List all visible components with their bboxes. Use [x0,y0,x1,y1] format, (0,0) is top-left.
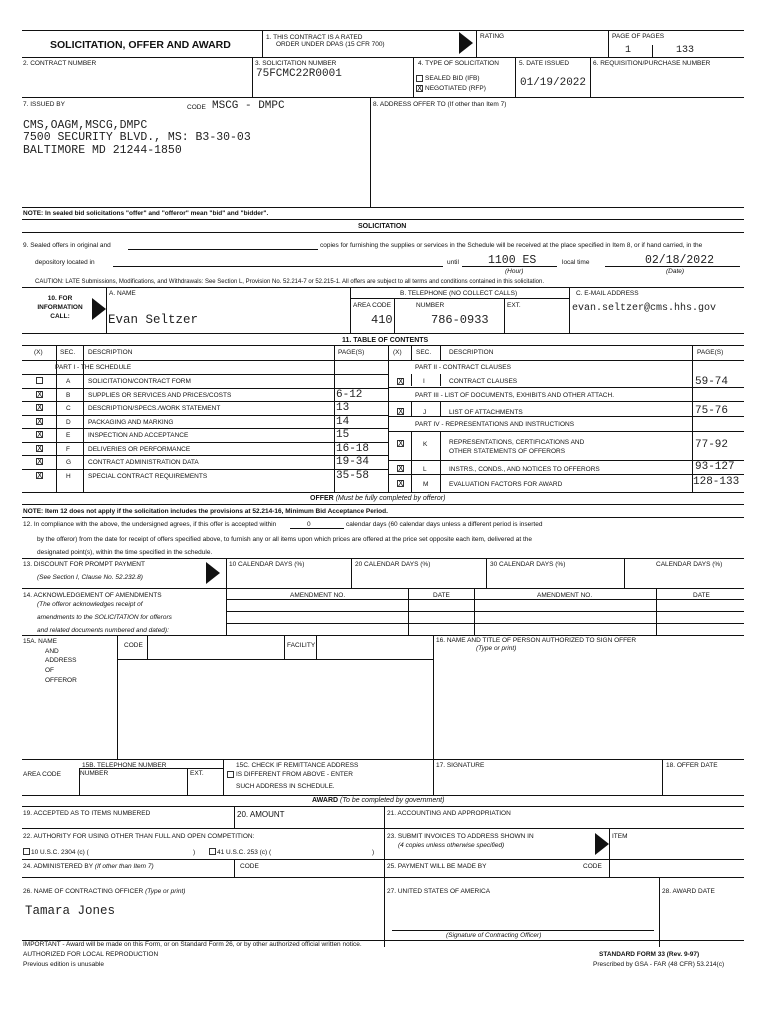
requisition-label: 6. REQUISITION/PURCHASE NUMBER [593,60,711,67]
usc-253-label: 41 U.S.C. 253 (c) ( [217,849,272,856]
payment-label: 25. PAYMENT WILL BE MADE BY [387,863,487,870]
toc-sec: E [66,432,71,439]
rule [22,635,744,636]
toc-checkbox[interactable]: X [37,416,43,426]
rule [652,45,653,57]
rule [334,345,335,492]
facility-label: FACILITY [287,642,316,649]
item12-text-b: calendar days (60 calendar days unless a different period is inserted [346,521,543,528]
rule [117,635,118,759]
rule [433,759,744,760]
offeror-label-b: AND [45,648,59,655]
rule [411,374,412,386]
contracting-officer-label [23,888,185,895]
rule [609,859,610,877]
solicitation-number[interactable]: 75FCMC22R0001 [256,68,342,80]
rule [22,415,388,416]
date-issued-label: 5. DATE ISSUED [519,60,570,67]
arrow-icon [92,298,106,320]
rule [79,768,223,769]
address-offer-label: 8. ADDRESS OFFER TO (If other than Item 7) [373,101,507,108]
rule [22,57,744,58]
item12-text-d: designated point(s), within the time specified in the schedule. [37,549,213,556]
toc-desc-k2: OTHER STATEMENTS OF OFFERORS [449,448,566,455]
ack-sub-1: (The offeror acknowledges receipt of [37,601,143,608]
rule [22,232,744,233]
rule [22,219,744,220]
rule [662,759,663,795]
issued-by-label: 7. ISSUED BY [23,101,65,108]
rule [659,877,660,947]
rule [22,492,744,493]
receipt-date[interactable]: 02/18/2022 [645,254,715,267]
rated-line2: ORDER UNDER DPAS (15 CFR 700) [276,41,385,48]
rule [22,401,388,402]
rule [608,30,609,57]
issuer-address-line1: CMS,OAGM,MSCG,DMPC [23,119,148,132]
rule [290,528,344,529]
toc-pages: 16-18 [336,442,370,455]
rule [22,333,744,334]
item-label: ITEM [612,833,628,840]
item12-days[interactable]: 0 [307,521,311,528]
rule [388,345,389,492]
rule [411,401,412,416]
arrow-icon [206,562,220,584]
rule [440,374,441,386]
rule [234,806,235,828]
rule [388,460,744,461]
administered-by-text: 24. ADMINISTERED BY [23,863,93,870]
rule [692,345,693,492]
toc-col-sec-right: SEC. [416,349,432,356]
toc-pages-m: 128-133 [693,476,740,488]
rule [590,57,591,97]
toc-sec-l: L [423,466,427,473]
toc-heading: 11. TABLE OF CONTENTS [342,337,429,344]
ack-label: 14. ACKNOWLEDGEMENT OF AMENDMENTS [23,592,162,599]
rule [440,345,441,360]
rule [569,287,570,333]
rule [411,431,412,492]
info-label-2: INFORMATION [37,304,83,311]
item9-text-a: 9. Sealed offers in original and [23,242,111,249]
offeror-label-e: OFFEROR [45,677,77,684]
toc-pages-k: 77-92 [695,439,729,451]
solicitation-type-label: 4. TYPE OF SOLICITATION [418,60,499,67]
telephone-label: 15B. TELEPHONE NUMBER [82,762,167,769]
amendment-no-header-1: AMENDMENT NO. [290,592,346,599]
rule [22,795,744,796]
page-of-pages-label: PAGE OF PAGES [612,33,665,40]
page-number: 1 [625,45,632,56]
rule [609,828,610,859]
toc-pages: 13 [336,402,350,414]
contract-number-label: 2. CONTRACT NUMBER [23,60,97,67]
toc-pages-i: 59-74 [695,376,729,388]
rule [350,287,351,333]
rule [462,266,557,267]
sealed-bid-note: NOTE: In sealed bid solicitations "offer" and "offeror" mean "bid" and "bidder". [23,210,269,217]
contact-email[interactable]: evan.seltzer@cms.hhs.gov [572,303,717,314]
toc-col-desc: DESCRIPTION [88,349,133,356]
toc-sec: G [66,459,72,466]
discount-10-days: 10 CALENDAR DAYS (%) [229,561,305,568]
prescribed-by: Prescribed by GSA - FAR (48 CFR) 53.214(c) [593,961,725,968]
toc-pages: 35-58 [336,469,370,482]
page-count: 133 [676,45,695,56]
rule [22,374,388,375]
invoices-label: 23. SUBMIT INVOICES TO ADDRESS SHOWN IN [387,833,534,840]
toc-checkbox[interactable]: X [37,389,43,399]
offeror-label-d: OF [45,667,55,674]
telephone-label: B. TELEPHONE (NO COLLECT CALLS) [400,290,518,297]
rule [106,287,107,333]
toc-desc: SUPPLIES OR SERVICES AND PRICES/COSTS [88,391,232,399]
toc-checkbox-j[interactable]: X [398,407,404,416]
date-header-2: DATE [693,592,710,599]
rule [22,558,744,559]
payment-code-label: CODE [583,863,602,870]
toc-part4: PART IV - REPRESENTATIONS AND INSTRUCTIONS [415,421,575,428]
rule [22,30,744,31]
rule [440,431,441,492]
toc-col-x-right: (X) [393,349,402,356]
rule [22,360,744,361]
item12-note: NOTE: Item 12 does not apply if the solicitation includes the provisions at 52.214-16, Minimum Bid Acceptance Period. [23,508,388,515]
rule [316,635,317,659]
rule [388,431,744,432]
rule [284,635,285,659]
toc-desc: CONTRACT ADMINISTRATION DATA [88,459,199,466]
rule [22,877,744,878]
administered-by-label [23,863,154,870]
rule [147,635,148,659]
rule [22,469,388,470]
rule [22,345,744,346]
rule [388,387,744,388]
invoices-sub: (4 copies unless otherwise specified) [398,842,505,849]
amendment-no-header-2: AMENDMENT NO. [537,592,593,599]
solicitation-heading: SOLICITATION [358,223,407,230]
rule [22,388,388,389]
toc-sec-j: J [423,409,427,416]
usc-2304-close: ) [193,849,196,856]
toc-sec-k: K [423,441,428,448]
rule [22,828,744,829]
remittance-label-1: 15C. CHECK IF REMITTANCE ADDRESS [236,762,359,769]
offer-date-label: 18. OFFER DATE [666,762,718,769]
usc-2304-checkbox[interactable] [23,848,30,855]
discount-other-days: CALENDAR DAYS (%) [656,561,723,568]
discount-20-days: 20 CALENDAR DAYS (%) [355,561,431,568]
rule [262,30,263,57]
toc-desc: DESCRIPTION/SPECS./WORK STATEMENT [88,405,221,412]
number-label: NUMBER [80,770,109,777]
toc-checkbox[interactable]: X [37,470,43,480]
rule [440,401,441,416]
offer-heading [310,495,445,502]
ext-label: EXT. [507,302,521,309]
email-label: C. E-MAIL ADDRESS [576,290,639,297]
rule [117,659,433,660]
info-label-1: 10. FOR [47,295,73,302]
toc-checkbox[interactable]: X [37,443,43,453]
toc-checkbox-l[interactable]: X [398,464,404,473]
toc-desc: DELIVERIES OR PERFORMANCE [88,445,191,453]
toc-pages: 14 [336,415,350,428]
rule [350,298,569,299]
rule [22,859,744,860]
rule [22,97,744,98]
toc-col-desc-right: DESCRIPTION [449,349,494,356]
rule [392,930,654,931]
toc-pages: 15 [336,429,350,441]
rule [226,558,227,588]
toc-checkbox[interactable]: X [37,403,43,412]
rule [22,207,744,208]
toc-checkbox-m[interactable]: X [398,479,404,488]
previous-edition: Previous edition is unusable [23,961,104,968]
toc-pages-l: 93-127 [695,461,735,473]
negotiated-label: NEGOTIATED (RFP) [425,85,486,92]
sealed-bid-checkbox[interactable] [416,75,423,82]
contracting-officer-sub: (Type or print) [145,888,186,895]
caution-note: CAUTION: LATE Submissions, Modifications, and Withdrawals: See Section L, Provision No. 52.214-7 or 52.215-1. All offers are subject to all terms and conditions contained in this solicitation. [35,279,545,285]
rule [476,30,477,57]
toc-sec: C [66,405,71,412]
offer-heading-bold: OFFER [310,495,334,502]
code-label: CODE [187,104,206,111]
toc-checkbox[interactable]: X [37,430,43,439]
solicitation-number-label: 3. SOLICITATION NUMBER [255,60,337,67]
amount-label: 20. AMOUNT [237,810,285,819]
rule [504,298,505,333]
toc-pages-j: 75-76 [695,405,729,417]
contracting-officer-text: 26. NAME OF CONTRACTING OFFICER [23,888,144,895]
toc-desc: SPECIAL CONTRACT REQUIREMENTS [88,472,208,480]
rule [234,859,235,877]
toc-sec: H [66,472,71,480]
usc-253-checkbox[interactable] [209,848,216,855]
form-title: SOLICITATION, OFFER AND AWARD [50,39,231,51]
item9-text-b: copies for furnishing the supplies or services in the Schedule will be received at the place specified in Item 8, or if hand carried, in the [320,242,703,249]
toc-part3: PART III - LIST OF DOCUMENTS, EXHIBITS AND OTHER ATTACH. [415,392,614,399]
ext-label: EXT. [190,770,204,777]
toc-desc-j: LIST OF ATTACHMENTS [449,409,523,416]
item12-text-a: 12. In compliance with the above, the undersigned agrees, if this offer is accepted within [23,521,277,528]
offeror-code-label: CODE [124,642,143,649]
toc-desc-l: INSTRS., CONDS., AND NOTICES TO OFFERORS [449,466,600,473]
rule [56,345,57,492]
rule [22,287,744,288]
rule [226,611,744,612]
toc-desc: SOLICITATION/CONTRACT FORM [88,378,191,385]
ack-sub-2: amendments to the SOLICITATION for offerors [37,614,172,621]
usc-2304-label: 10 U.S.C. 2304 (c) ( [31,849,89,856]
rule [22,504,744,505]
rule [22,759,433,760]
sealed-bid-label: SEALED BID (IFB) [425,75,480,82]
accounting-label: 21. ACCOUNTING AND APPROPRIATION [387,810,511,817]
signature-label: 17. SIGNATURE [436,762,485,769]
toc-checkbox[interactable]: X [37,457,43,466]
toc-sec: A [66,378,71,385]
rule [83,345,84,492]
award-date-label: 28. AWARD DATE [662,888,715,895]
toc-sec: B [66,391,71,399]
rule [252,57,253,97]
signature-co-caption: (Signature of Contracting Officer) [446,932,542,939]
number-label: NUMBER [416,302,445,309]
rule [22,517,744,518]
remittance-label-2: IS DIFFERENT FROM ABOVE - ENTER [236,771,353,778]
contact-name: Evan Seltzer [108,313,199,327]
toc-col-sec: SEC. [60,349,76,356]
rule [22,806,744,807]
rule [486,558,487,588]
admin-code-label: CODE [240,863,259,870]
authorized-reproduction: AUTHORIZED FOR LOCAL REPRODUCTION [23,951,159,958]
usc-253-close: ) [372,849,375,856]
toc-checkbox[interactable] [36,377,43,384]
authority-label: 22. AUTHORITY FOR USING OTHER THAN FULL AND OPEN COMPETITION: [23,833,255,840]
toc-col-pages-right: PAGE(S) [697,349,724,356]
standard-form-number: STANDARD FORM 33 (Rev. 9-97) [599,951,700,958]
toc-checkbox-i[interactable]: X [398,377,404,386]
toc-desc-k1: REPRESENTATIONS, CERTIFICATIONS AND [449,439,585,446]
contact-name-label: A. NAME [109,290,136,297]
rule [605,266,740,267]
discount-label: 13. DISCOUNT FOR PROMPT PAYMENT [23,561,145,568]
rule [22,588,744,589]
rating-label: RATING [480,33,505,40]
authorized-person-sub: (Type or print) [476,645,517,652]
toc-sec: F [66,445,70,453]
receipt-time[interactable]: 1100 ES [488,254,537,267]
rule [624,558,625,588]
contact-number: 786-0933 [431,313,489,327]
rule [413,57,414,97]
rule [187,768,188,795]
rule [370,97,371,207]
offer-heading-italic: (Must be fully completed by offeror) [335,495,446,502]
authorized-person-label: 16. NAME AND TITLE OF PERSON AUTHORIZED TO SIGN OFFER [436,637,637,644]
until-label: until [447,259,459,266]
toc-desc-m: EVALUATION FACTORS FOR AWARD [449,481,563,488]
rated-line1: 1. THIS CONTRACT IS A RATED [266,34,363,41]
toc-col-x: (X) [34,349,43,356]
award-heading-bold: AWARD [312,797,339,804]
administered-by-sub: (If other than Item 7) [94,863,154,870]
toc-desc: PACKAGING AND MARKING [88,418,174,426]
discount-sub: (See Section I, Clause No. 52.232.8) [37,574,143,581]
toc-sec-m: M [423,481,429,488]
rule [22,442,388,443]
toc-checkbox-k[interactable]: X [398,439,404,448]
issuer-address-line3: BALTIMORE MD 21244-1850 [23,144,182,157]
rule [22,455,388,456]
toc-col-pages: PAGE(S) [338,349,365,356]
toc-sec: D [66,418,71,426]
usa-label: 27. UNITED STATES OF AMERICA [387,888,491,895]
item12-text-c: by the offeror) from the date for receipt of offers specified above, to furnish any or all items upon which prices are offered at the price set opposite each item, delivered at the [37,536,532,543]
rule [411,345,412,360]
important-note: IMPORTANT - Award will be made on this Form, or on Standard Form 26, or by other authorized official written notice. [23,941,362,948]
discount-30-days: 30 CALENDAR DAYS (%) [490,561,566,568]
arrow-icon [595,833,609,855]
accepted-items-label: 19. ACCEPTED AS TO ITEMS NUMBERED [23,810,151,817]
toc-sec-i: I [423,378,425,385]
hour-caption: (Hour) [505,268,524,275]
date-header-1: DATE [433,592,450,599]
award-heading-italic: (To be completed by government) [340,797,445,804]
remittance-label-3: SUCH ADDRESS IN SCHEDULE. [236,783,335,790]
offeror-label-c: ADDRESS [45,657,77,664]
toc-pages: 19-34 [336,456,370,468]
toc-desc: INSPECTION AND ACCEPTANCE [88,432,189,439]
issuer-code[interactable]: MSCG - DMPC [212,100,285,112]
ack-sub-3: and related documents numbered and dated): [37,627,169,634]
rule [388,401,744,402]
issuer-address-line2: 7500 SECURITY BLVD., MS: B3-30-03 [23,131,251,144]
arrow-icon [459,32,473,54]
contracting-officer-name: Tamara Jones [25,904,116,918]
rule [22,428,388,429]
area-code-label: AREA CODE [23,771,61,778]
rule [128,249,318,250]
negotiated-checkbox[interactable]: X [417,84,423,93]
area-code-label: AREA CODE [353,302,391,309]
rule [223,759,224,795]
toc-pages: 6-12 [336,388,363,401]
award-heading [312,797,444,804]
local-time-label: local time [562,259,590,266]
toc-part1: PART I - THE SCHEDULE [55,364,132,371]
rule [226,599,744,600]
rule [433,635,434,795]
contact-area-code: 410 [371,313,393,327]
info-label-3: CALL: [50,313,70,320]
rule [515,57,516,97]
rule [388,416,744,417]
remittance-checkbox[interactable] [227,771,234,778]
rule [394,298,395,333]
toc-part2: PART II - CONTRACT CLAUSES [415,364,511,371]
rule [113,266,443,267]
rule [351,558,352,588]
date-caption: (Date) [666,268,685,275]
toc-desc-i: CONTRACT CLAUSES [449,378,518,385]
depository-label: depository located in [35,259,95,266]
date-issued[interactable]: 01/19/2022 [520,77,587,89]
offeror-label-a: 15A. NAME [23,638,57,645]
rule [226,623,744,624]
rule [388,474,744,475]
